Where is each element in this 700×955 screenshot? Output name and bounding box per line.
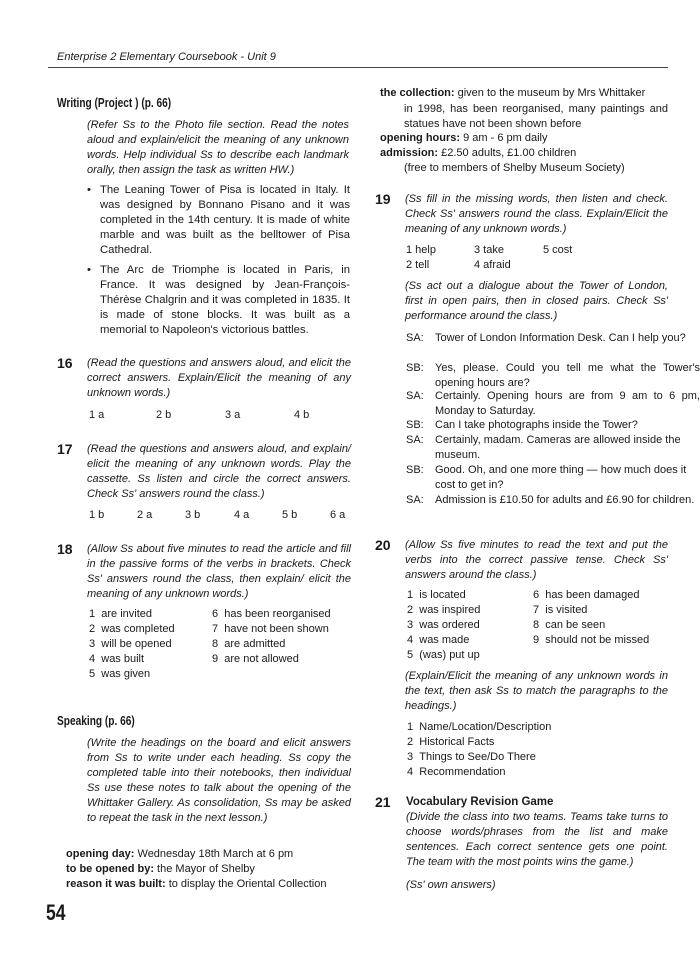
- exercise-19-instructions-2: (Ss act out a dialogue about the Tower of London, first in open pairs, then in closed pairs. Check Ss' performance around the class.): [405, 280, 668, 322]
- writing-title: Writing (Project ) (p. 66): [57, 95, 172, 110]
- answer-item: 6 a: [330, 509, 346, 521]
- answer-item: 6 has been damaged: [533, 589, 640, 601]
- exercise-20-instructions: (Allow Ss five minutes to read the text and put the verbs into the correct passive tense. Check Ss' answers around the class.): [405, 539, 668, 581]
- answer-item: 2 was completed: [89, 623, 175, 635]
- exercise-21-instructions: (Divide the class into two teams. Teams take turns to choose words/phrases from the list and make sentences. Each correct sentence gets one point. The team with the most points wins the game.): [406, 811, 668, 868]
- page-number: 54: [46, 900, 66, 925]
- answer-item: 8 can be seen: [533, 619, 606, 631]
- exercise-21-answer: (Ss' own answers): [406, 879, 496, 891]
- answer-item: 2 tell: [406, 259, 430, 271]
- answer-item: 3 was ordered: [407, 619, 480, 631]
- answer-item: 1 help: [406, 244, 436, 256]
- bullet-text: The Arc de Triomphe is located in Paris, in France. It was designed by Jean-François-Thérèse Chalgrin and it was completed in 1835. It is made of stone blocks. It was built as a memorial to Napoleon's victorious battles.: [100, 264, 350, 336]
- answer-item: 3 a: [225, 409, 241, 421]
- answer-item: 1 are invited: [89, 608, 153, 620]
- answer-item: 4 afraid: [474, 259, 511, 271]
- speaking-title: Speaking (p. 66): [57, 713, 135, 728]
- info-line-continued: (free to members of Shelby Museum Society): [404, 162, 625, 174]
- answer-item: 3 will be opened: [89, 638, 172, 650]
- info-line: the collection: given to the museum by Mrs Whittaker: [380, 87, 646, 99]
- exercise-16-number: 16: [57, 355, 73, 371]
- answer-item: 3 take: [474, 244, 504, 256]
- bullet-icon: •: [87, 184, 91, 196]
- answer-item: 5 cost: [543, 244, 573, 256]
- answer-item: 7 is visited: [533, 604, 588, 616]
- heading-item: 2 Historical Facts: [407, 736, 495, 748]
- header-rule: [48, 67, 668, 68]
- running-header: Enterprise 2 Elementary Coursebook - Unit 9: [57, 51, 276, 63]
- exercise-20-number: 20: [375, 537, 391, 553]
- answer-item: 4 was made: [407, 634, 470, 646]
- answer-item: 4 a: [234, 509, 250, 521]
- exercise-17-number: 17: [57, 441, 73, 457]
- bullet-text: The Leaning Tower of Pisa is located in Italy. It was designed by Bonnano Pisano and it was completed in the 14th century. It is made of white marble and was built as the belltower of Pisa Cathedral.: [100, 184, 350, 256]
- info-line: opening day: Wednesday 18th March at 6 pm: [66, 848, 294, 860]
- exercise-19-number: 19: [375, 191, 391, 207]
- info-line: admission: £2.50 adults, £1.00 children: [380, 147, 577, 159]
- heading-item: 3 Things to See/Do There: [407, 751, 536, 763]
- exercise-16-instructions: (Read the questions and answers aloud, and elicit the correct answers. Explain/Elicit the meaning of any unknown words.): [87, 357, 351, 399]
- speaking-instructions: (Write the headings on the board and elicit answers from Ss to write under each heading. Ss copy the completed table into their notebooks, then individual Ss use these notes to talk about the opening of the Whittaker Gallery. As consolidation, Ss may be asked to repeat the task in the next lesson.): [87, 737, 351, 824]
- answer-item: 1 a: [89, 409, 105, 421]
- answer-item: 9 should not be missed: [533, 634, 650, 646]
- answer-item: 9 are not allowed: [212, 653, 299, 665]
- answer-item: 2 a: [137, 509, 153, 521]
- answer-item: 7 have not been shown: [212, 623, 329, 635]
- exercise-20-instructions-2: (Explain/Elicit the meaning of any unknown words in the text, then ask Ss to match the paragraphs to the headings.): [405, 670, 668, 712]
- answer-item: 2 was inspired: [407, 604, 481, 616]
- info-line: to be opened by: the Mayor of Shelby: [66, 863, 255, 875]
- heading-item: 1 Name/Location/Description: [407, 721, 552, 733]
- exercise-21-number: 21: [375, 794, 391, 810]
- answer-item: 4 b: [294, 409, 310, 421]
- exercise-18-number: 18: [57, 541, 73, 557]
- info-line: opening hours: 9 am - 6 pm daily: [380, 132, 548, 144]
- bullet-item: [87, 263, 350, 338]
- answer-item: 1 is located: [407, 589, 466, 601]
- answer-item: 3 b: [185, 509, 201, 521]
- answer-item: 6 has been reorganised: [212, 608, 331, 620]
- heading-item: 4 Recommendation: [407, 766, 506, 778]
- answer-item: 5 (was) put up: [407, 649, 480, 661]
- answer-item: 4 was built: [89, 653, 145, 665]
- writing-instructions: (Refer Ss to the Photo file section. Read the notes aloud and explain/elicit the meaning of any unknown words. Help individual Ss to describe each landmark orally, then assign the task as written HW.): [87, 119, 349, 176]
- bullet-icon: •: [87, 264, 91, 276]
- answer-item: 5 was given: [89, 668, 151, 680]
- exercise-18-instructions: (Allow Ss about five minutes to read the article and fill in the passive forms of the verbs in brackets. Check Ss' answers round the class, then explain/ elicit the meaning of any unknown words.): [87, 543, 351, 600]
- info-line-continued: in 1998, has been reorganised, many paintings and statues have not been shown before: [404, 103, 668, 130]
- exercise-21-title: Vocabulary Revision Game: [406, 796, 554, 808]
- exercise-19-instructions: (Ss fill in the missing words, then listen and check. Check Ss' answers round the class. Explain/Elicit the meaning of any unknown words.): [405, 193, 668, 235]
- answer-item: 1 b: [89, 509, 105, 521]
- info-line: reason it was built: to display the Oriental Collection: [66, 878, 327, 890]
- exercise-17-instructions: (Read the questions and answers aloud, and explain/ elicit the meaning of any unknown words. Play the cassette. Ss listen and circle the correct answers. Check Ss' answers round the class.): [87, 443, 351, 500]
- bullet-item: [87, 183, 350, 258]
- answer-item: 8 are admitted: [212, 638, 286, 650]
- answer-item: 2 b: [156, 409, 172, 421]
- answer-item: 5 b: [282, 509, 298, 521]
